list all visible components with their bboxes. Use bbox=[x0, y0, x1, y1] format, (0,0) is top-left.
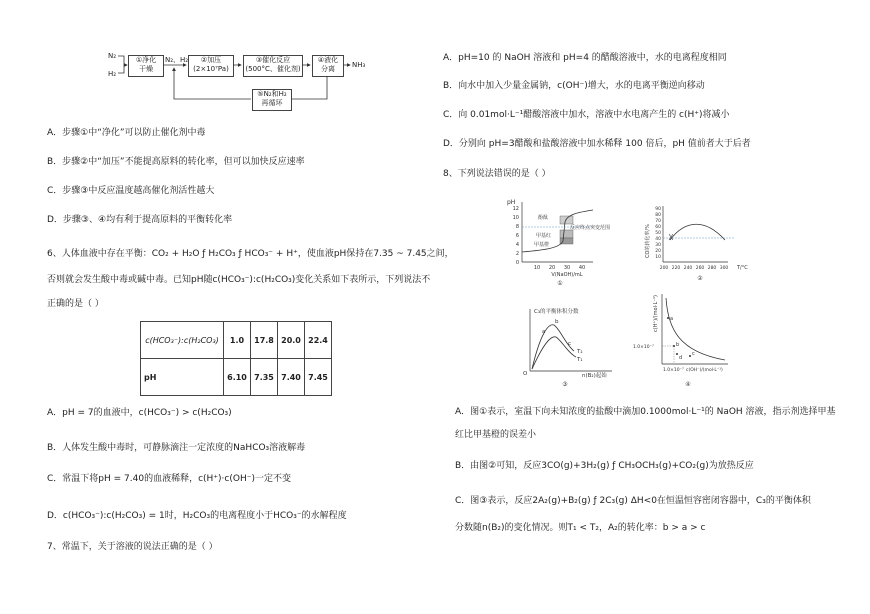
fig2-ytick: 70 bbox=[655, 219, 661, 224]
q6-option-c: C．常温下将pH = 7.40的血液稀释，c(H⁺)·c(OH⁻)一定不变 bbox=[47, 474, 291, 484]
fig4-point-c: c bbox=[692, 351, 695, 357]
q7-option-c: C．向 0.01mol·L⁻¹醋酸溶液中加水，溶液中水电离产生的 c(H⁺)将减小 bbox=[443, 110, 730, 120]
flow-output-nh3: NH₃ bbox=[352, 61, 366, 69]
fig2-ytick: 90 bbox=[655, 207, 661, 212]
table-cell: 17.8 bbox=[251, 322, 278, 359]
table-cell: 20.0 bbox=[278, 322, 305, 359]
fig2-xtick: 200 bbox=[659, 266, 669, 271]
fig2-ytick: 20 bbox=[655, 249, 661, 254]
flow-step-1: ①净化 干燥 bbox=[128, 55, 164, 77]
fig1-ytick: 12 bbox=[512, 206, 519, 212]
table-cell: 7.40 bbox=[278, 359, 305, 396]
fig3-caption: ③ bbox=[562, 381, 568, 388]
fig1-ytick: 10 bbox=[512, 215, 519, 221]
fig1-caption: ① bbox=[557, 280, 563, 287]
fig1-label-endpoint: 反应终点 bbox=[570, 225, 591, 231]
fig3-label-t2: T₂ bbox=[577, 349, 583, 355]
figure-3-c3-fraction bbox=[520, 305, 620, 397]
q6-option-a: A．pH = 7的血液中，c(HCO₃⁻) > c(H₂CO₃) bbox=[47, 408, 232, 418]
fig1-xtick: 10 bbox=[533, 265, 541, 271]
fig4-ylabel: c(H⁺)/(mol·L⁻¹) bbox=[653, 295, 659, 332]
fig2-xtick: 220 bbox=[671, 266, 681, 271]
q8-option-c-line1: C．图③表示，反应2A₂(g)+B₂(g) ƒ 2C₃(g) ΔH<0在恒温恒容密闭容器中，C₃的平衡体积 bbox=[455, 496, 811, 506]
flow-input-h2: H₂ bbox=[108, 70, 117, 78]
flow-step-4: ④液化 分离 bbox=[312, 55, 344, 77]
fig4-xtick: 1.0×10⁻⁷ bbox=[663, 368, 684, 373]
q5-option-d: D．步骤③、④均有利于提高原料的平衡转化率 bbox=[47, 215, 233, 225]
q6-option-b: B．人体发生酸中毒时，可静脉滴注一定浓度的NaHCO₃溶液解毒 bbox=[47, 443, 306, 453]
fig2-xtick: 300 bbox=[719, 266, 729, 271]
figure-4-water-ionization bbox=[630, 290, 740, 390]
flow-step-5: ⑤N₂和H₂ 再循环 bbox=[252, 89, 292, 111]
q8-option-b: B．由图②可知，反应3CO(g)+3H₂(g) ƒ CH₃OCH₃(g)+CO₂(g)为放热反应 bbox=[455, 461, 754, 471]
fig3-point-b: b bbox=[555, 319, 559, 325]
fig2-ytick: 10 bbox=[655, 255, 661, 260]
q8-stem: 8、下列说法错误的是（ ） bbox=[443, 169, 551, 179]
fig2-ylabel: CO的转化率/% bbox=[645, 224, 651, 258]
fig1-label-range: 突变范围 bbox=[590, 225, 611, 231]
q7-option-b: B．向水中加入少量金属钠，c(OH⁻)增大，水的电离平衡逆向移动 bbox=[443, 81, 705, 91]
table-row2-header: pH bbox=[141, 359, 224, 396]
fig2-xtick: 240 bbox=[683, 266, 693, 271]
fig2-xtick: 280 bbox=[707, 266, 717, 271]
q7-option-d: D．分别向 pH=3醋酸和盐酸溶液中加水稀释 100 倍后，pH 值前者大于后者 bbox=[443, 139, 751, 149]
q5-option-a: A．步骤①中“净化”可以防止催化剂中毒 bbox=[47, 128, 206, 138]
fig3-origin: O bbox=[523, 371, 528, 377]
fig4-point-a: a bbox=[670, 316, 674, 322]
q6-stem-line1: 6、人体血液中存在平衡：CO₂ + H₂O ƒ H₂CO₃ ƒ HCO₃⁻ + H⁺，使血液pH保持在7.35 ~ 7.45之间， bbox=[47, 249, 454, 259]
fig1-label-methyl-orange: 甲基橙 bbox=[534, 242, 550, 248]
q5-option-c: C．步骤③中反应温度越高催化剂活性越大 bbox=[47, 186, 215, 196]
fig4-point-d: d bbox=[679, 355, 683, 361]
q6-data-table bbox=[140, 321, 332, 396]
fig1-ytick: 0 bbox=[515, 260, 519, 266]
fig1-xtick: 30 bbox=[563, 265, 571, 271]
fig3-point-a: a bbox=[542, 329, 546, 335]
fig1-ylabel: pH bbox=[507, 199, 516, 206]
fig3-label-t1: T₁ bbox=[577, 357, 583, 363]
q8-option-c-line2: 分数随n(B₂)的变化情况。则T₁ < T₂，A₂的转化率：b > a > c bbox=[455, 523, 706, 533]
figure-1-titration bbox=[505, 196, 615, 288]
fig2-ytick: 30 bbox=[655, 243, 661, 248]
fig1-ytick: 6 bbox=[515, 233, 519, 239]
q7-option-a: A．pH=10 的 NaOH 溶液和 pH=4 的醋酸溶液中，水的电离程度相同 bbox=[443, 53, 727, 63]
fig1-xlabel: V(NaOH)/mL bbox=[551, 272, 583, 278]
fig3-xlabel: n(B₂)起始 bbox=[582, 373, 607, 379]
q6-option-d: D．c(HCO₃⁻):c(H₂CO₃) = 1时，H₂CO₃的电离程度小于HCO₃⁻的水解程度 bbox=[47, 511, 347, 521]
fig2-ytick: 80 bbox=[655, 213, 661, 218]
fig2-xlabel: T/°C bbox=[737, 265, 748, 271]
fig1-label-methyl-red: 甲基红 bbox=[536, 233, 552, 239]
fig4-ytick: 1.0×10⁻⁷ bbox=[633, 345, 654, 350]
flow-step-2: ②加压 (2×10⁷Pa) bbox=[188, 55, 234, 77]
flow-step-3: ③催化反应 (500°C、催化剂) bbox=[243, 55, 303, 77]
fig3-ylabel: C₃的平衡体积分数 bbox=[534, 309, 579, 315]
fig3-point-c: c bbox=[568, 341, 572, 347]
table-cell: 1.0 bbox=[224, 322, 251, 359]
fig1-ytick: 8 bbox=[515, 224, 519, 230]
fig2-ytick: 40 bbox=[655, 237, 661, 242]
q8-option-a-line2: 红比甲基橙的误差小 bbox=[455, 430, 537, 440]
fig1-xtick: 20 bbox=[548, 265, 556, 271]
fig4-xlabel: c(OH⁻)/(mol·L⁻¹) bbox=[686, 368, 723, 373]
table-cell: 7.45 bbox=[305, 359, 332, 396]
q5-option-b: B．步骤②中“加压”不能提高原料的转化率，但可以加快反应速率 bbox=[47, 157, 305, 167]
flow-mid-label: N₂、H₂ bbox=[165, 56, 189, 64]
q8-option-a-line1: A．图①表示，室温下向未知浓度的盐酸中滴加0.1000mol·L⁻¹的 NaOH 溶液，指示剂选择甲基 bbox=[455, 407, 836, 417]
fig1-ytick: 4 bbox=[515, 242, 519, 248]
fig2-caption: ② bbox=[697, 275, 703, 282]
fig2-ytick: 50 bbox=[655, 231, 661, 236]
q7-stem: 7、常温下，关于溶液的说法正确的是（ ） bbox=[47, 542, 218, 552]
figure-2-co-conversion bbox=[640, 200, 750, 288]
fig2-xtick: 260 bbox=[695, 266, 705, 271]
flow-input-n2: N₂ bbox=[108, 52, 117, 60]
fig2-ytick: 60 bbox=[655, 225, 661, 230]
table-row1-header: c(HCO₃⁻):c(H₂CO₃) bbox=[141, 322, 224, 359]
table-cell: 6.10 bbox=[224, 359, 251, 396]
flow-arrows bbox=[0, 0, 870, 130]
fig1-xtick: 40 bbox=[578, 265, 586, 271]
table-cell: 22.4 bbox=[305, 322, 332, 359]
q6-stem-line3: 正确的是（ ） bbox=[47, 299, 104, 309]
table-cell: 7.35 bbox=[251, 359, 278, 396]
q6-stem-line2: 否则就会发生酸中毒或碱中毒。已知pH随c(HCO₃⁻):c(H₂CO₃)变化关系如下表所示，下列说法不 bbox=[47, 275, 431, 285]
fig1-ytick: 2 bbox=[515, 251, 519, 257]
fig1-label-phenolphthalein: 酚酞 bbox=[538, 215, 549, 221]
fig4-point-b: b bbox=[676, 342, 680, 348]
fig4-caption: ④ bbox=[685, 381, 691, 388]
